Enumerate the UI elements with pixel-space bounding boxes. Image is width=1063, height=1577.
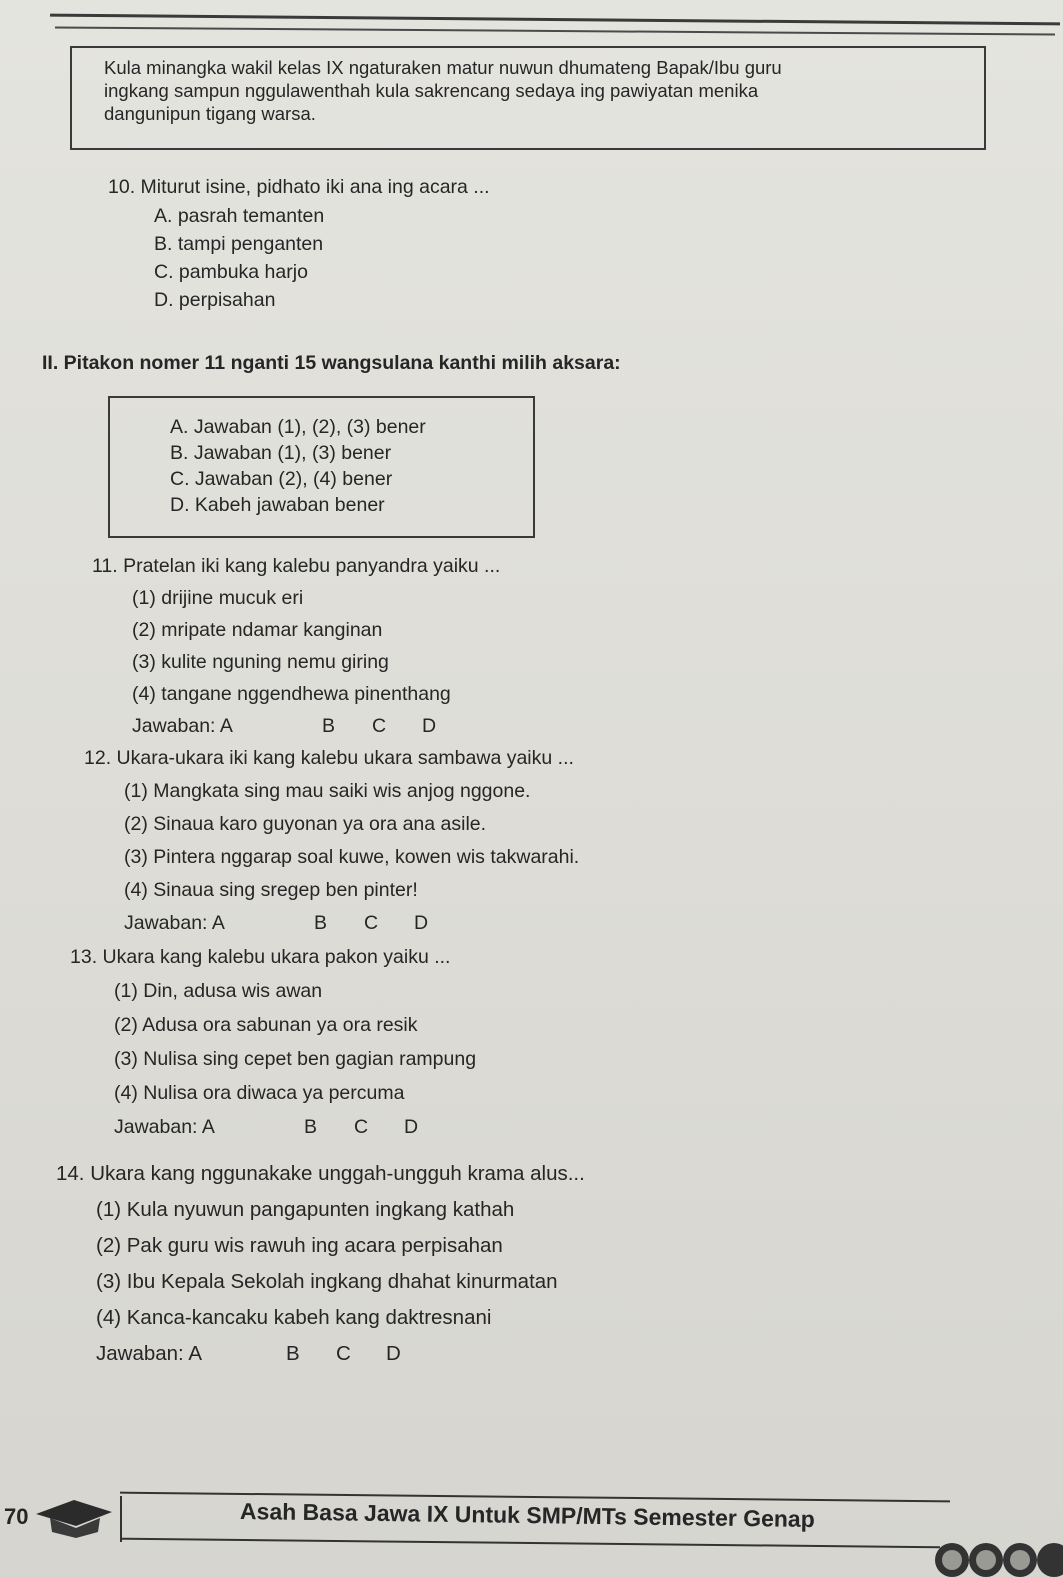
q14-item-3: (3) Ibu Kepala Sekolah ingkang dhahat kinurmatan <box>96 1270 558 1293</box>
q13-answer-a[interactable]: Jawaban: A <box>114 1115 215 1138</box>
q14-answer-c[interactable]: C <box>336 1342 351 1365</box>
q13-item-3: (3) Nulisa sing cepet ben gagian rampung <box>114 1048 477 1070</box>
question-11 <box>92 550 500 742</box>
q14-answer-a[interactable]: Jawaban: A <box>96 1342 202 1365</box>
q10-option-b: B. tampi penganten <box>154 233 324 255</box>
q14-item-1: (1) Kula nyuwun pangapunten ingkang kathah <box>96 1198 515 1221</box>
question-12 <box>84 742 579 939</box>
q12-item-4: (4) Sinaua sing sregep ben pinter! <box>124 879 418 901</box>
q11-item-1: (1) drijine mucuk eri <box>132 587 304 609</box>
intro-text-box <box>70 46 986 150</box>
key-option-d: D. Kabeh jawaban bener <box>170 494 385 516</box>
q11-item-4: (4) tangane nggendhewa pinenthang <box>132 683 451 705</box>
q11-item-3: (3) kulite nguning nemu giring <box>132 651 389 673</box>
page-number: 70 <box>4 1504 29 1529</box>
question-13-text: 13. Ukara kang kalebu ukara pakon yaiku ... <box>70 946 451 968</box>
q14-answer-d[interactable]: D <box>386 1342 401 1365</box>
book-title: Asah Basa Jawa IX Untuk SMP/MTs Semester Genap <box>239 1497 815 1533</box>
q11-answer-choices <box>132 710 500 742</box>
q11-answer-b[interactable]: B <box>322 714 336 737</box>
q12-answer-d[interactable]: D <box>414 911 429 934</box>
footer-box-left <box>120 1496 122 1542</box>
q10-option-a: A. pasrah temanten <box>154 205 325 227</box>
intro-line-2: ingkang sampun nggulawenthah kula sakrencang sedaya ing pawiyatan menika <box>104 80 759 101</box>
footer-box-bottom <box>120 1538 940 1549</box>
decorative-circles-icon <box>930 1538 1063 1577</box>
q14-item-2: (2) Pak guru wis rawuh ing acara perpisahan <box>96 1234 503 1257</box>
q14-item-4: (4) Kanca-kancaku kabeh kang daktresnani <box>96 1306 492 1329</box>
question-11-text: 11. Pratelan iki kang kalebu panyandra yaiku ... <box>92 555 501 577</box>
q12-answer-c[interactable]: C <box>364 911 379 934</box>
question-10-text: 10. Miturut isine, pidhato iki ana ing acara ... <box>108 176 490 198</box>
q12-item-3: (3) Pintera nggarap soal kuwe, kowen wis takwarahi. <box>124 846 580 868</box>
q13-answer-choices <box>114 1110 476 1144</box>
question-13 <box>70 940 476 1144</box>
q13-item-2: (2) Adusa ora sabunan ya ora resik <box>114 1014 418 1036</box>
q10-option-d: D. perpisahan <box>154 289 276 311</box>
q12-answer-choices <box>124 907 579 939</box>
q11-item-2: (2) mripate ndamar kanginan <box>132 619 383 641</box>
q13-answer-d[interactable]: D <box>404 1115 419 1138</box>
q12-item-2: (2) Sinaua karo guyonan ya ora ana asile. <box>124 813 487 835</box>
answer-key-box <box>108 396 535 538</box>
q12-item-1: (1) Mangkata sing mau saiki wis anjog nggone. <box>124 780 531 802</box>
q14-answer-b[interactable]: B <box>286 1342 300 1365</box>
key-option-c: C. Jawaban (2), (4) bener <box>170 468 393 490</box>
question-14-text: 14. Ukara kang nggunakake unggah-ungguh krama alus... <box>56 1162 585 1185</box>
page-footer <box>0 1488 1063 1577</box>
key-option-b: B. Jawaban (1), (3) bener <box>170 442 392 464</box>
intro-line-3: dangunipun tigang warsa. <box>104 103 316 124</box>
q11-answer-a[interactable]: Jawaban: A <box>132 714 233 737</box>
question-10 <box>108 172 490 314</box>
q10-option-c: C. pambuka harjo <box>154 261 308 283</box>
q13-item-4: (4) Nulisa ora diwaca ya percuma <box>114 1082 405 1104</box>
q12-answer-a[interactable]: Jawaban: A <box>124 911 225 934</box>
graduation-cap-icon <box>32 1498 114 1538</box>
intro-line-1: Kula minangka wakil kelas IX ngaturaken matur nuwun dhumateng Bapak/Ibu guru <box>104 57 782 78</box>
question-12-text: 12. Ukara-ukara iki kang kalebu ukara sambawa yaiku ... <box>84 747 574 769</box>
section-2-heading: II. Pitakon nomer 11 nganti 15 wangsulana kanthi milih aksara: <box>42 352 621 374</box>
q13-item-1: (1) Din, adusa wis awan <box>114 980 323 1002</box>
q11-answer-d[interactable]: D <box>422 714 437 737</box>
q12-answer-b[interactable]: B <box>314 911 328 934</box>
key-option-a: A. Jawaban (1), (2), (3) bener <box>170 416 426 438</box>
q13-answer-c[interactable]: C <box>354 1115 369 1138</box>
q11-answer-c[interactable]: C <box>372 714 387 737</box>
question-14 <box>56 1156 585 1372</box>
q14-answer-choices <box>96 1336 585 1372</box>
q13-answer-b[interactable]: B <box>304 1115 318 1138</box>
